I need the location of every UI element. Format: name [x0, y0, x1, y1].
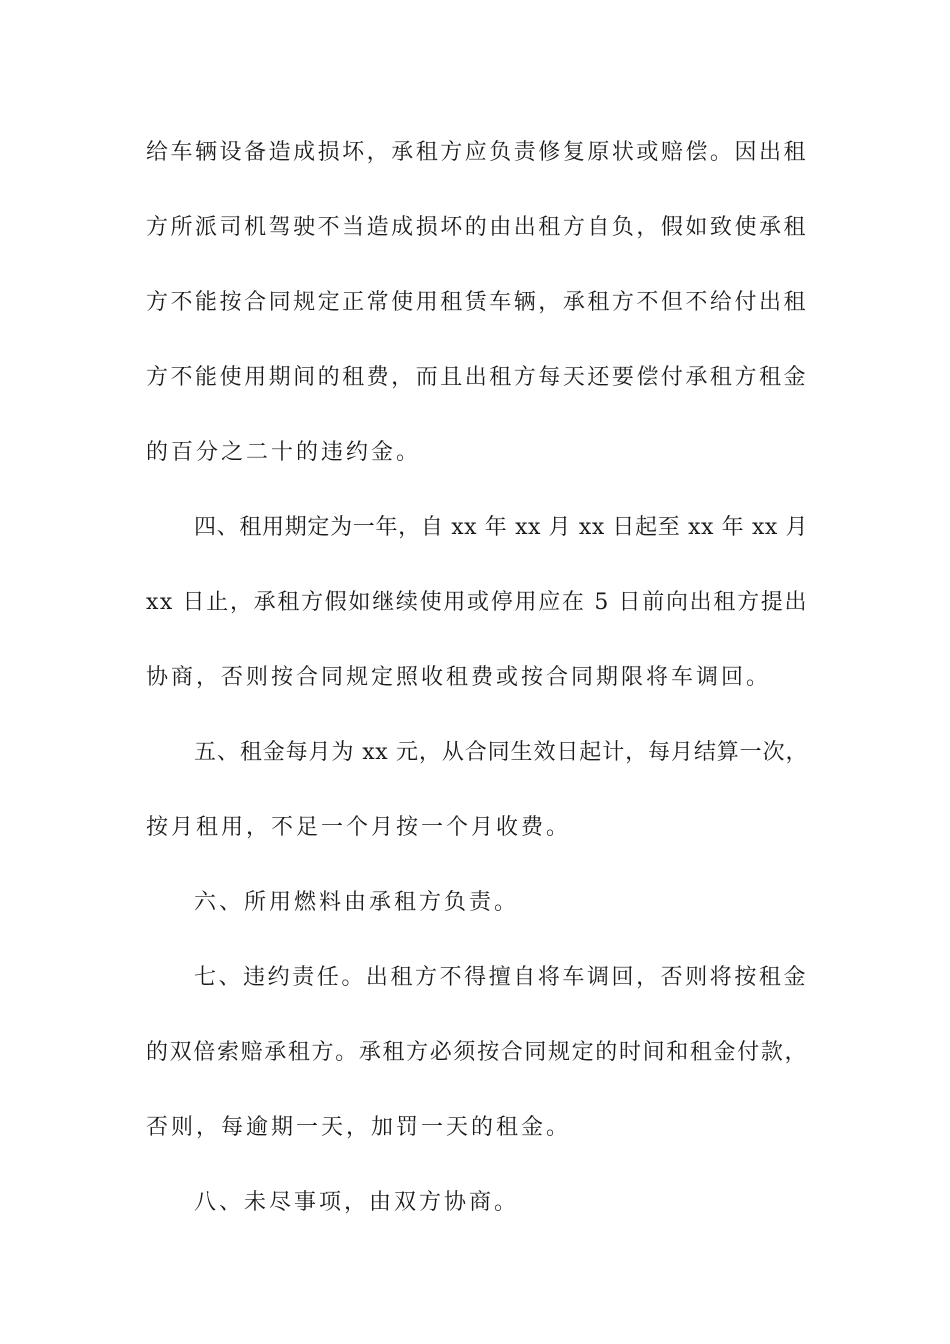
- clause-8-line: 八、未尽事项，由双方协商。: [194, 1190, 520, 1215]
- text-line: 否则，每逾期一天，加罚一天的租金。: [146, 1115, 572, 1140]
- clause-6-line: 六、所用燃料由承租方负责。: [194, 890, 520, 915]
- text-line: 的双倍索赔承租方。承租方必须按合同规定的时间和租金付款，: [146, 1040, 808, 1065]
- text-line: 方所派司机驾驶不当造成损坏的由出租方自负，假如致使承租: [146, 215, 808, 240]
- text-line: xx 日止，承租方假如继续使用或停用应在 5 日前向出租方提出: [146, 590, 808, 615]
- text-line: 方不能使用期间的租费，而且出租方每天还要偿付承租方租金: [146, 365, 808, 390]
- text-line: 协商，否则按合同规定照收租费或按合同期限将车调回。: [146, 665, 772, 690]
- text-line: 方不能按合同规定正常使用租赁车辆，承租方不但不给付出租: [146, 290, 808, 315]
- text-line: 按月租用，不足一个月按一个月收费。: [146, 815, 572, 840]
- clause-5-line: 五、租金每月为 xx 元，从合同生效日起计，每月结算一次，: [194, 740, 808, 765]
- text-line: 的百分之二十的违约金。: [146, 440, 422, 465]
- contract-text: [146, 133, 808, 1258]
- clause-4-line: 四、租用期定为一年，自 xx 年 xx 月 xx 日起至 xx 年 xx 月: [194, 515, 808, 540]
- text-line: 给车辆设备造成损坏，承租方应负责修复原状或赔偿。因出租: [146, 140, 808, 165]
- clause-7-line: 七、违约责任。出租方不得擅自将车调回，否则将按租金: [194, 965, 808, 990]
